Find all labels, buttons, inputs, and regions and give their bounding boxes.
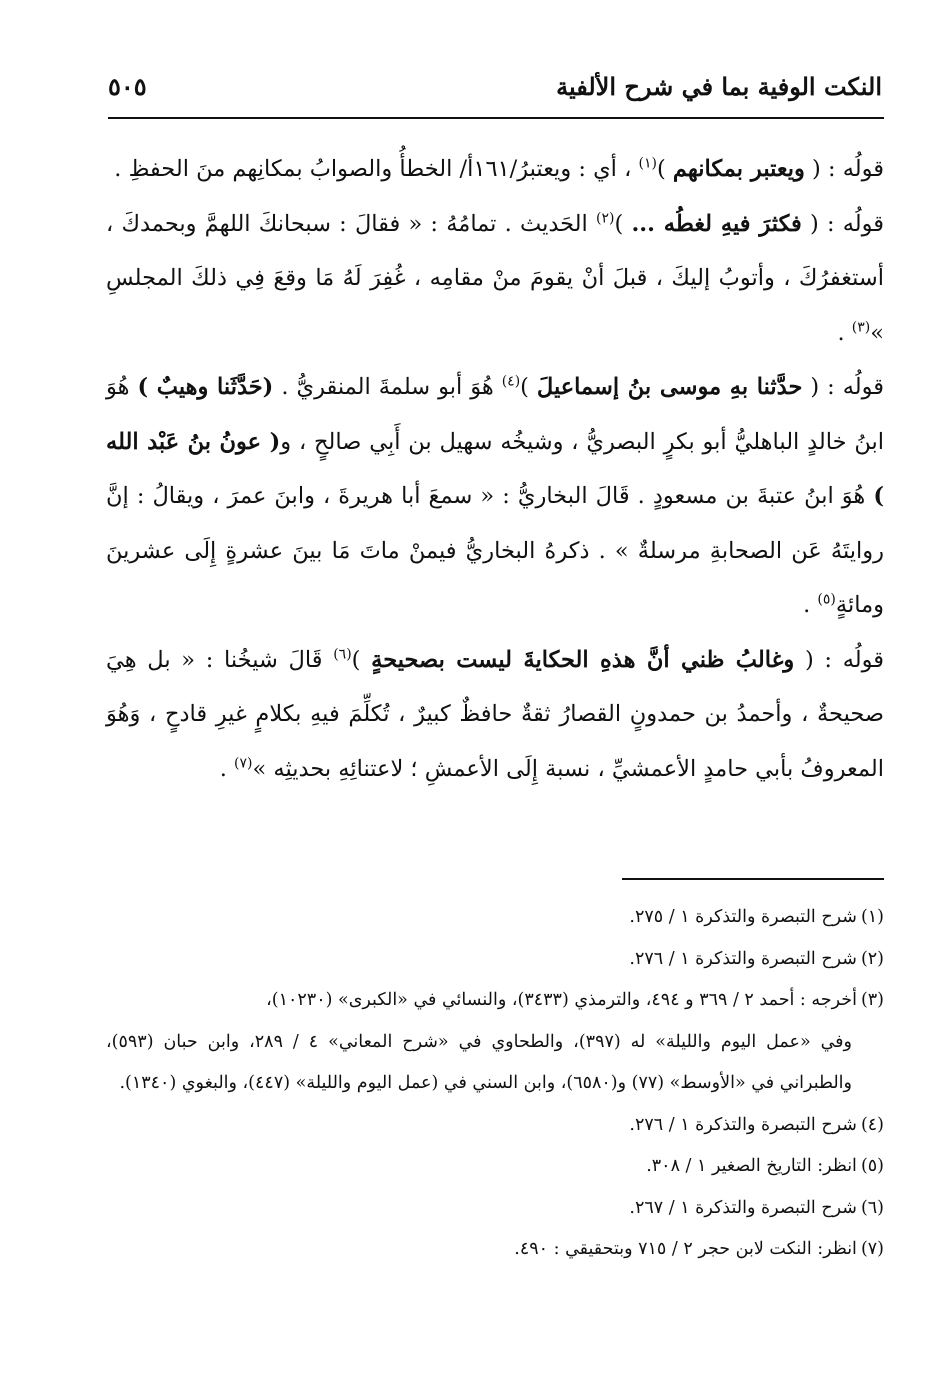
paragraph-2-quote: فكثرَ فيهِ لغطُه ...	[631, 210, 802, 237]
paragraph-2-prefix: قولُه : (	[809, 210, 885, 237]
paragraph-3-text-1: هُوَ أبو سلمةَ المنقريُّ .	[281, 374, 494, 400]
paragraph-3-end: .	[803, 592, 811, 618]
paragraph-4-end: .	[219, 755, 227, 782]
main-text	[106, 142, 884, 796]
footnote-ref-2[interactable]: (٢)	[595, 210, 615, 226]
paragraph-3-quote: حدَّثنا بهِ موسى بنُ إسماعيلَ	[536, 374, 803, 400]
paragraph-3-text-3: هُوَ ابنُ عتبةَ بن مسعودٍ . قَالَ البخاريُّ : « سمعَ أبا هريرةَ ، وابنَ عمرَ ، ويقالُ : إنَّ روايتَهُ عَن الصحابةِ مرسلةٌ » . ذكرهُ البخاريُّ فيمنْ ماتَ مَا بينَ عشرةٍ إِلَى عشرينَ ومائةٍ	[106, 483, 884, 618]
footnote-number: (٣)	[860, 990, 884, 1010]
paragraph-2-close: )	[614, 210, 624, 237]
paragraph-1	[106, 142, 884, 197]
paragraph-3	[106, 360, 884, 633]
footnotes	[106, 897, 884, 1271]
footnote-text: وفي «عمل اليوم والليلة» له (٣٩٧)، والطحاوي في «شرح المعاني» ٤ / ٢٨٩، وابن حبان (٥٩٣)، والطبراني في «الأوسط» (٧٧) و(٦٥٨٠)، وابن السني في (عمل اليوم والليلة» (٤٤٧)، والبغوي (١٣٤٠).	[106, 1031, 853, 1093]
paragraph-2-text: الحَديث . تمامُهُ : « فقالَ : سبحانكَ اللهمَّ وبحمدكَ ، أستغفرُكَ ، وأتوبُ إليكَ ، قبلَ أنْ يقومَ منْ مقامِه ، غُفِرَ لَهُ مَا وقعَ فِي ذلكَ المجلسِ »	[106, 210, 884, 346]
footnote-number: (٧)	[860, 1239, 884, 1259]
footnote-text: شرح التبصرة والتذكرة ١ / ٢٦٧.	[629, 1197, 857, 1218]
footnote-number: (٢)	[860, 948, 884, 969]
footnote-item	[106, 939, 884, 981]
paragraph-3-close: )	[520, 374, 529, 400]
paragraph-3-prefix: قولُه : (	[810, 374, 885, 400]
paragraph-4-prefix: قولُه : (	[804, 646, 884, 673]
page-number: ٥٠٥	[108, 72, 147, 101]
paragraph-2-end: .	[837, 319, 845, 346]
footnote-text: انظر: التاريخ الصغير ١ / ٣٠٨.	[646, 1156, 857, 1176]
paragraph-2	[106, 197, 884, 361]
footnote-item	[106, 1188, 884, 1230]
paragraph-1-quote: ويعتبر بمكانهم	[672, 156, 805, 182]
running-header	[108, 70, 882, 110]
footnote-number: (٥)	[860, 1156, 884, 1176]
paragraph-3-quote-2: (حَدَّثَنا وهيبٌ )	[137, 374, 274, 400]
footnote-ref-1[interactable]: (١)	[638, 155, 657, 172]
footnote-separator	[622, 878, 884, 880]
footnote-item-continuation	[106, 1022, 884, 1105]
footnote-item	[106, 1146, 884, 1188]
paragraph-1-prefix: قولُه : (	[812, 156, 884, 182]
paragraph-4-text: قَالَ شيخُنا : « بل هِيَ صحيحةٌ ، وأحمدُ بن حمدونٍ القصارُ ثقةٌ حافظٌ كبيرٌ ، تُكلِّمَ فيهِ بكلامٍ غيرِ قادحٍ ، وَهُوَ المعروفُ بأبي حامدٍ الأعمشيِّ ، نسبة إِلَى الأعمشِ ؛ لاعتنائِهِ بحديثِه »	[106, 646, 884, 782]
paragraph-3-text-2: هُوَ ابنُ خالدٍ الباهليُّ أبو بكرٍ البصريُّ ، وشيخُه سهيل بن أَبِي صالحٍ ، و	[106, 374, 885, 455]
footnote-number: (٤)	[860, 1114, 884, 1135]
footnote-item	[106, 980, 884, 1022]
footnote-ref-4[interactable]: (٤)	[501, 373, 521, 390]
footnote-item	[106, 897, 884, 939]
footnote-text: شرح التبصرة والتذكرة ١ / ٢٧٥.	[629, 907, 857, 927]
footnote-item	[106, 1229, 884, 1271]
paragraph-4	[106, 633, 884, 797]
footnote-number: (٦)	[860, 1197, 884, 1218]
footnote-text: شرح التبصرة والتذكرة ١ / ٢٧٦.	[629, 948, 857, 969]
footnote-text: أخرجه : أحمد ٢ / ٣٦٩ و ٤٩٤، والترمذي (٣٤٣٣)، والنسائي في «الكبرى» (١٠٢٣٠)،	[266, 990, 857, 1010]
footnote-item	[106, 1105, 884, 1147]
footnote-number: (١)	[860, 907, 884, 927]
paragraph-1-text: ، أي : ويعتبرُ/١٦١أ/ الخطأُ والصوابُ بمكانِهم منَ الحفظِ .	[114, 156, 632, 182]
footnote-ref-3[interactable]: (٣)	[851, 319, 871, 335]
paragraph-4-quote: وغالبُ ظني أنَّ هذهِ الحكايةَ ليست بصحيحةٍ	[371, 646, 795, 673]
footnote-ref-7[interactable]: (٧)	[234, 755, 253, 771]
footnote-ref-5[interactable]: (٥)	[817, 591, 836, 608]
paragraph-4-close: )	[351, 646, 361, 673]
footnote-text: انظر: النكت لابن حجر ٢ / ٧١٥ وبتحقيقي : ٤٩٠.	[514, 1239, 857, 1259]
footnote-text: شرح التبصرة والتذكرة ١ / ٢٧٦.	[629, 1114, 857, 1135]
paragraph-1-close: )	[656, 156, 666, 182]
running-header-title: النكت الوفية بما في شرح الألفية	[556, 72, 882, 101]
header-rule	[108, 117, 884, 119]
footnote-ref-6[interactable]: (٦)	[333, 646, 352, 662]
paragraph-3-quote-3: ( عونُ بنُ عَبْد الله )	[106, 428, 884, 509]
